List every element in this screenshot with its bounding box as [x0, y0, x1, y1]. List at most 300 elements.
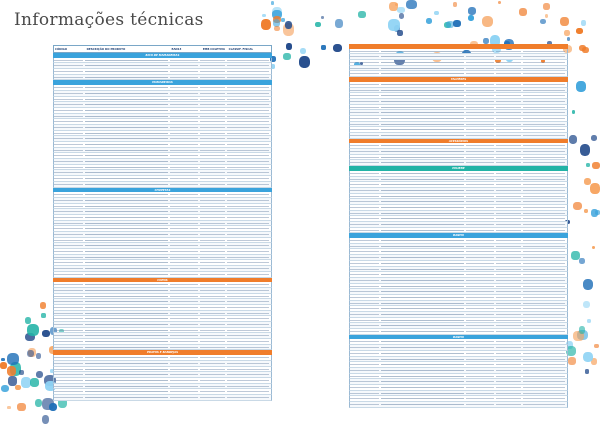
- table-cell: [54, 357, 83, 358]
- table-cell: [200, 99, 224, 100]
- decorative-dot: [30, 378, 39, 386]
- table-cell: [496, 157, 520, 158]
- table-cell: [85, 391, 168, 392]
- table-cell: [170, 155, 198, 156]
- table-cell: [350, 398, 379, 399]
- table-cell: [170, 172, 198, 173]
- table-cell: [85, 155, 168, 156]
- table-cell: [381, 124, 464, 125]
- table-cell: [170, 386, 198, 387]
- table-cell: [350, 151, 379, 152]
- table-cell: [170, 341, 198, 342]
- decorative-dot: [333, 44, 342, 52]
- section-header: BANHO: [349, 335, 568, 340]
- table-cell: [466, 347, 494, 348]
- table-cell: [350, 381, 379, 382]
- table-cell: [170, 369, 198, 370]
- decorative-dot: [299, 56, 310, 68]
- decorative-dot: [406, 0, 416, 9]
- column-header: EMB COLETIVA: [202, 47, 225, 51]
- table-cell: [496, 68, 520, 69]
- table-cell: [85, 257, 168, 258]
- decorative-dot: [272, 7, 283, 18]
- decorative-dot: [573, 202, 582, 210]
- decorative-dot: [286, 43, 292, 50]
- decorative-dot: [300, 48, 306, 54]
- table-row: [53, 395, 272, 401]
- table-cell: [381, 251, 464, 252]
- table-cell: [381, 230, 464, 231]
- decorative-dot: [395, 3, 399, 6]
- table-cell: [523, 246, 565, 247]
- table-cell: [523, 274, 565, 275]
- decorative-dot: [594, 344, 599, 348]
- table-cell: [170, 284, 198, 285]
- table-cell: [200, 257, 224, 258]
- table-cell: [200, 184, 224, 185]
- decorative-dot: [40, 302, 46, 309]
- decorative-dot: [453, 2, 457, 7]
- table-cell: [54, 245, 83, 246]
- table-cell: [170, 71, 198, 72]
- table-cell: [523, 151, 565, 152]
- table-cell: [350, 364, 379, 365]
- table-cell: [466, 230, 494, 231]
- table-cell: [85, 184, 168, 185]
- table-cell: [381, 118, 464, 119]
- table-cell: [85, 318, 168, 319]
- table-cell: [170, 217, 198, 218]
- decorative-dot: [36, 371, 44, 378]
- table-cell: [523, 118, 565, 119]
- table-cell: [466, 341, 494, 342]
- table-cell: [170, 363, 198, 364]
- table-cell: [200, 194, 224, 195]
- table-cell: [523, 387, 565, 388]
- table-cell: [466, 190, 494, 191]
- table-cell: [381, 331, 464, 332]
- table-cell: [466, 325, 494, 326]
- table-left: [53, 45, 272, 401]
- decorative-dot: [571, 251, 579, 260]
- decorative-dot: [49, 403, 58, 411]
- table-cell: [496, 107, 520, 108]
- table-cell: [200, 245, 224, 246]
- table-cell: [523, 184, 565, 185]
- table-row: [349, 402, 568, 408]
- table-cell: [350, 297, 379, 298]
- table-cell: [496, 95, 520, 96]
- table-cell: [466, 314, 494, 315]
- table-cell: [85, 104, 168, 105]
- table-cell: [496, 353, 520, 354]
- table-cell: [523, 404, 565, 405]
- section-header: BICO DE MAMADEIRAS: [53, 53, 272, 58]
- table-cell: [54, 369, 83, 370]
- table-cell: [350, 95, 379, 96]
- table-cell: [523, 263, 565, 264]
- table-cell: [227, 60, 269, 61]
- table-cell: [523, 359, 565, 360]
- table-cell: [227, 391, 269, 392]
- table-cell: [54, 318, 83, 319]
- table-cell: [350, 112, 379, 113]
- table-cell: [523, 314, 565, 315]
- decorative-dot: [27, 350, 34, 357]
- table-cell: [496, 173, 520, 174]
- table-cell: [350, 196, 379, 197]
- decorative-dot: [579, 45, 586, 52]
- decorative-dot: [321, 45, 325, 49]
- decorative-dot: [394, 25, 400, 32]
- table-cell: [54, 324, 83, 325]
- decorative-dot: [591, 358, 597, 365]
- table-cell: [523, 84, 565, 85]
- table-cell: [200, 206, 224, 207]
- table-cell: [381, 297, 464, 298]
- table-cell: [170, 268, 198, 269]
- table-cell: [200, 307, 224, 308]
- table-cell: [170, 290, 198, 291]
- table-cell: [381, 240, 464, 241]
- table-cell: [381, 341, 464, 342]
- table-cell: [496, 331, 520, 332]
- table-cell: [85, 144, 168, 145]
- table-cell: [227, 172, 269, 173]
- table-cell: [496, 112, 520, 113]
- table-cell: [200, 60, 224, 61]
- section-header: ACESSÓRIOS: [349, 139, 568, 144]
- table-cell: [227, 138, 269, 139]
- table-cell: [381, 107, 464, 108]
- table-cell: [85, 330, 168, 331]
- table-cell: [496, 286, 520, 287]
- table-cell: [350, 347, 379, 348]
- table-cell: [523, 101, 565, 102]
- table-cell: [496, 218, 520, 219]
- table-cell: [350, 84, 379, 85]
- table-cell: [523, 201, 565, 202]
- table-cell: [54, 116, 83, 117]
- table-cell: [381, 274, 464, 275]
- table-cell: [466, 135, 494, 136]
- table-cell: [381, 213, 464, 214]
- table-cell: [381, 101, 464, 102]
- page-title: Informações técnicas: [14, 10, 204, 30]
- table-cell: [170, 397, 198, 398]
- table-cell: [350, 240, 379, 241]
- table-cell: [200, 121, 224, 122]
- table-cell: [54, 194, 83, 195]
- column-header: EAN13: [171, 47, 182, 51]
- decorative-dot: [582, 47, 589, 54]
- table-cell: [466, 257, 494, 258]
- table-cell: [200, 116, 224, 117]
- table-cell: [381, 286, 464, 287]
- table-cell: [523, 173, 565, 174]
- decorative-dots-right-edge: [565, 80, 600, 380]
- table-cell: [200, 284, 224, 285]
- decorative-dot: [560, 17, 569, 26]
- table-cell: [54, 307, 83, 308]
- table-cell: [466, 56, 494, 57]
- table-cell: [54, 341, 83, 342]
- table-cell: [350, 135, 379, 136]
- table-cell: [170, 245, 198, 246]
- table-cell: [350, 68, 379, 69]
- table-cell: [350, 263, 379, 264]
- decorative-dot: [468, 7, 476, 14]
- table-cell: [170, 240, 198, 241]
- decorative-dot: [7, 366, 16, 376]
- table-cell: [227, 240, 269, 241]
- table-cell: [85, 274, 168, 275]
- table-cell: [381, 291, 464, 292]
- table-cell: [523, 124, 565, 125]
- table-cell: [350, 118, 379, 119]
- table-cell: [466, 246, 494, 247]
- table-cell: [466, 331, 494, 332]
- table-cell: [200, 391, 224, 392]
- decorative-dot: [15, 385, 20, 390]
- table-cell: [466, 129, 494, 130]
- table-cell: [466, 364, 494, 365]
- decorative-dot: [572, 110, 575, 114]
- decorative-dot: [285, 21, 293, 29]
- table-cell: [85, 194, 168, 195]
- table-cell: [496, 124, 520, 125]
- table-cell: [200, 324, 224, 325]
- table-cell: [85, 71, 168, 72]
- decorative-dot: [591, 209, 598, 217]
- table-cell: [350, 201, 379, 202]
- table-cell: [496, 162, 520, 163]
- table-cell: [54, 313, 83, 314]
- table-cell: [170, 223, 198, 224]
- table-cell: [170, 330, 198, 331]
- table-cell: [496, 257, 520, 258]
- table-cell: [496, 207, 520, 208]
- table-cell: [496, 314, 520, 315]
- table-cell: [200, 87, 224, 88]
- table-cell: [466, 62, 494, 63]
- decorative-dot: [19, 370, 24, 375]
- table-cell: [200, 127, 224, 128]
- table-cell: [381, 95, 464, 96]
- table-cell: [227, 121, 269, 122]
- table-cell: [200, 234, 224, 235]
- table-cell: [381, 353, 464, 354]
- table-cell: [227, 380, 269, 381]
- table-cell: [54, 290, 83, 291]
- table-cell: [466, 387, 494, 388]
- table-cell: [85, 60, 168, 61]
- table-cell: [227, 65, 269, 66]
- table-cell: [85, 284, 168, 285]
- table-cell: [54, 167, 83, 168]
- table-cell: [381, 314, 464, 315]
- table-cell: [350, 218, 379, 219]
- table-cell: [227, 330, 269, 331]
- table-cell: [496, 240, 520, 241]
- decorative-dot: [545, 14, 549, 18]
- table-cell: [466, 404, 494, 405]
- table-cell: [350, 331, 379, 332]
- table-cell: [85, 217, 168, 218]
- table-cell: [350, 274, 379, 275]
- table-cell: [496, 84, 520, 85]
- table-cell: [54, 335, 83, 336]
- table-cell: [350, 224, 379, 225]
- table-cell: [466, 224, 494, 225]
- table-cell: [170, 262, 198, 263]
- decorative-dot: [399, 13, 405, 19]
- table-cell: [466, 218, 494, 219]
- table-cell: [170, 251, 198, 252]
- table-cell: [523, 376, 565, 377]
- table-cell: [381, 51, 464, 52]
- table-cell: [227, 161, 269, 162]
- table-cell: [170, 133, 198, 134]
- section-header: BANHO: [349, 233, 568, 238]
- table-cell: [496, 190, 520, 191]
- table-cell: [200, 228, 224, 229]
- table-cell: [381, 184, 464, 185]
- table-cell: [170, 150, 198, 151]
- table-cell: [496, 381, 520, 382]
- table-cell: [85, 161, 168, 162]
- table-cell: [200, 161, 224, 162]
- table-cell: [466, 51, 494, 52]
- table-cell: [170, 335, 198, 336]
- table-cell: [54, 262, 83, 263]
- table-cell: [466, 280, 494, 281]
- table-cell: [350, 376, 379, 377]
- table-cell: [350, 308, 379, 309]
- table-cell: [496, 376, 520, 377]
- table-cell: [523, 291, 565, 292]
- table-cell: [381, 129, 464, 130]
- table-cell: [227, 150, 269, 151]
- table-cell: [523, 240, 565, 241]
- table-cell: [466, 145, 494, 146]
- table-cell: [200, 65, 224, 66]
- table-cell: [227, 296, 269, 297]
- table-cell: [381, 73, 464, 74]
- table-cell: [466, 84, 494, 85]
- decorative-dot: [564, 30, 569, 36]
- table-cell: [381, 157, 464, 158]
- table-cell: [200, 77, 224, 78]
- decorative-dot: [28, 348, 36, 356]
- table-cell: [381, 62, 464, 63]
- table-cell: [54, 99, 83, 100]
- table-cell: [350, 230, 379, 231]
- table-right: [349, 44, 568, 408]
- table-cell: [200, 313, 224, 314]
- table-cell: [85, 296, 168, 297]
- table-cell: [200, 71, 224, 72]
- decorative-dot: [7, 406, 10, 409]
- table-cell: [54, 257, 83, 258]
- table-cell: [381, 280, 464, 281]
- table-cell: [227, 313, 269, 314]
- table-cell: [466, 151, 494, 152]
- table-cell: [381, 112, 464, 113]
- decorative-dot: [262, 14, 266, 17]
- column-header: CLASSIF. FISCAL: [228, 47, 254, 51]
- table-cell: [381, 393, 464, 394]
- table-cell: [85, 397, 168, 398]
- table-cell: [350, 291, 379, 292]
- table-cell: [496, 359, 520, 360]
- table-cell: [170, 228, 198, 229]
- table-cell: [170, 274, 198, 275]
- table-cell: [170, 200, 198, 201]
- table-cell: [350, 393, 379, 394]
- table-cell: [85, 357, 168, 358]
- table-cell: [350, 162, 379, 163]
- table-cell: [200, 363, 224, 364]
- table-cell: [54, 65, 83, 66]
- decorative-dot: [10, 362, 21, 375]
- table-cell: [466, 112, 494, 113]
- table-cell: [496, 308, 520, 309]
- table-cell: [381, 347, 464, 348]
- table-cell: [350, 325, 379, 326]
- table-cell: [496, 404, 520, 405]
- table-cell: [85, 77, 168, 78]
- table-cell: [85, 172, 168, 173]
- table-cell: [381, 196, 464, 197]
- table-cell: [466, 376, 494, 377]
- table-cell: [227, 335, 269, 336]
- table-cell: [523, 51, 565, 52]
- table-cell: [523, 269, 565, 270]
- table-cell: [466, 157, 494, 158]
- table-cell: [54, 274, 83, 275]
- decorative-dot: [388, 19, 400, 31]
- table-cell: [523, 325, 565, 326]
- table-cell: [170, 99, 198, 100]
- table-cell: [54, 228, 83, 229]
- table-cell: [170, 65, 198, 66]
- table-cell: [466, 291, 494, 292]
- table-cell: [85, 110, 168, 111]
- table-cell: [227, 234, 269, 235]
- table-cell: [523, 347, 565, 348]
- table-cell: [200, 347, 224, 348]
- table-cell: [381, 398, 464, 399]
- table-cell: [350, 62, 379, 63]
- table-cell: [200, 217, 224, 218]
- table-cell: [350, 213, 379, 214]
- table-cell: [85, 369, 168, 370]
- section-header: CHUPETAS: [53, 188, 272, 193]
- table-cell: [496, 56, 520, 57]
- table-cell: [350, 129, 379, 130]
- table-cell: [170, 127, 198, 128]
- table-cell: [227, 206, 269, 207]
- table-cell: [54, 87, 83, 88]
- decorative-dot: [389, 2, 397, 11]
- table-cell: [170, 374, 198, 375]
- table-cell: [85, 262, 168, 263]
- decorative-dot: [271, 1, 274, 5]
- table-cell: [523, 90, 565, 91]
- table-cell: [200, 330, 224, 331]
- table-cell: [54, 268, 83, 269]
